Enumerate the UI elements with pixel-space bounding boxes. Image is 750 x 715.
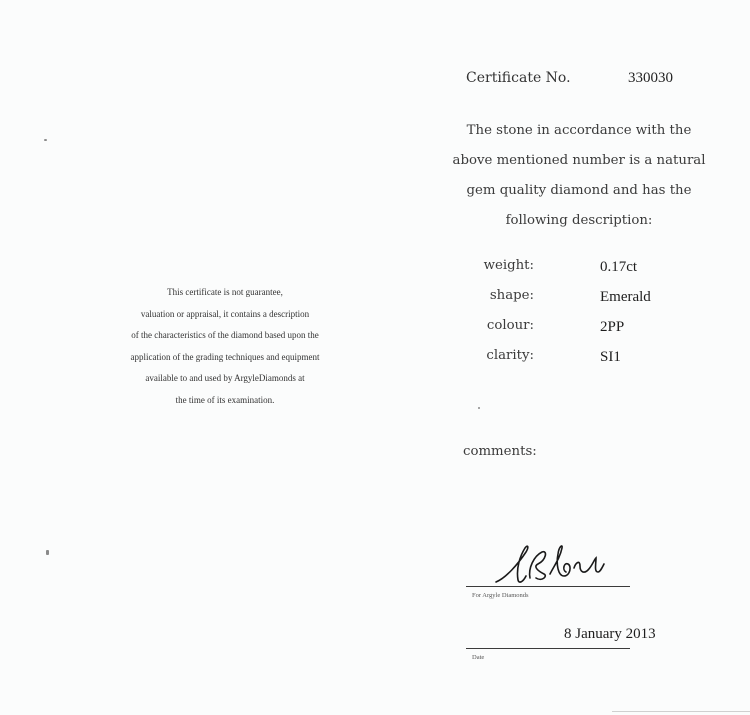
shape-value: Emerald — [600, 289, 651, 305]
clarity-value: SI1 — [600, 349, 621, 365]
handwritten-signature — [488, 538, 618, 588]
clarity-label: clarity: — [486, 348, 534, 363]
signature-caption: For Argyle Diamonds — [472, 592, 529, 599]
statement-line: The stone in accordance with the — [466, 123, 692, 138]
weight-label: weight: — [483, 258, 534, 273]
comments-label: comments: — [463, 444, 537, 459]
scan-speck — [44, 139, 47, 141]
disclaimer-text — [96, 282, 354, 412]
scan-edge — [612, 711, 750, 712]
shape-label: shape: — [489, 288, 534, 303]
statement-text — [446, 116, 712, 236]
colour-value: 2PP — [600, 319, 625, 335]
certificate-number: 330030 — [628, 70, 673, 86]
scan-speck — [46, 550, 49, 555]
disclaimer-line: valuation or appraisal, it contains a description — [140, 308, 310, 319]
date-line — [466, 648, 630, 649]
scan-speck — [478, 407, 480, 409]
disclaimer-line: This certificate is not guarantee, — [167, 287, 283, 297]
colour-label: colour: — [486, 318, 534, 333]
disclaimer-line: available to and used by ArgyleDiamonds at — [145, 373, 305, 384]
disclaimer-line: application of the grading techniques and equipment — [130, 351, 320, 362]
statement-line: gem quality diamond and has the — [466, 183, 692, 198]
date-caption: Date — [472, 654, 485, 661]
certificate-label: Certificate No. — [466, 70, 571, 86]
statement-line: above mentioned number is a natural — [452, 153, 706, 168]
date-value: 8 January 2013 — [564, 626, 656, 642]
disclaimer-line: of the characteristics of the diamond based upon the — [131, 330, 319, 341]
statement-line: following description: — [505, 213, 653, 228]
weight-value: 0.17ct — [600, 259, 638, 275]
signature-line — [466, 586, 630, 587]
disclaimer-line: the time of its examination. — [175, 394, 275, 405]
